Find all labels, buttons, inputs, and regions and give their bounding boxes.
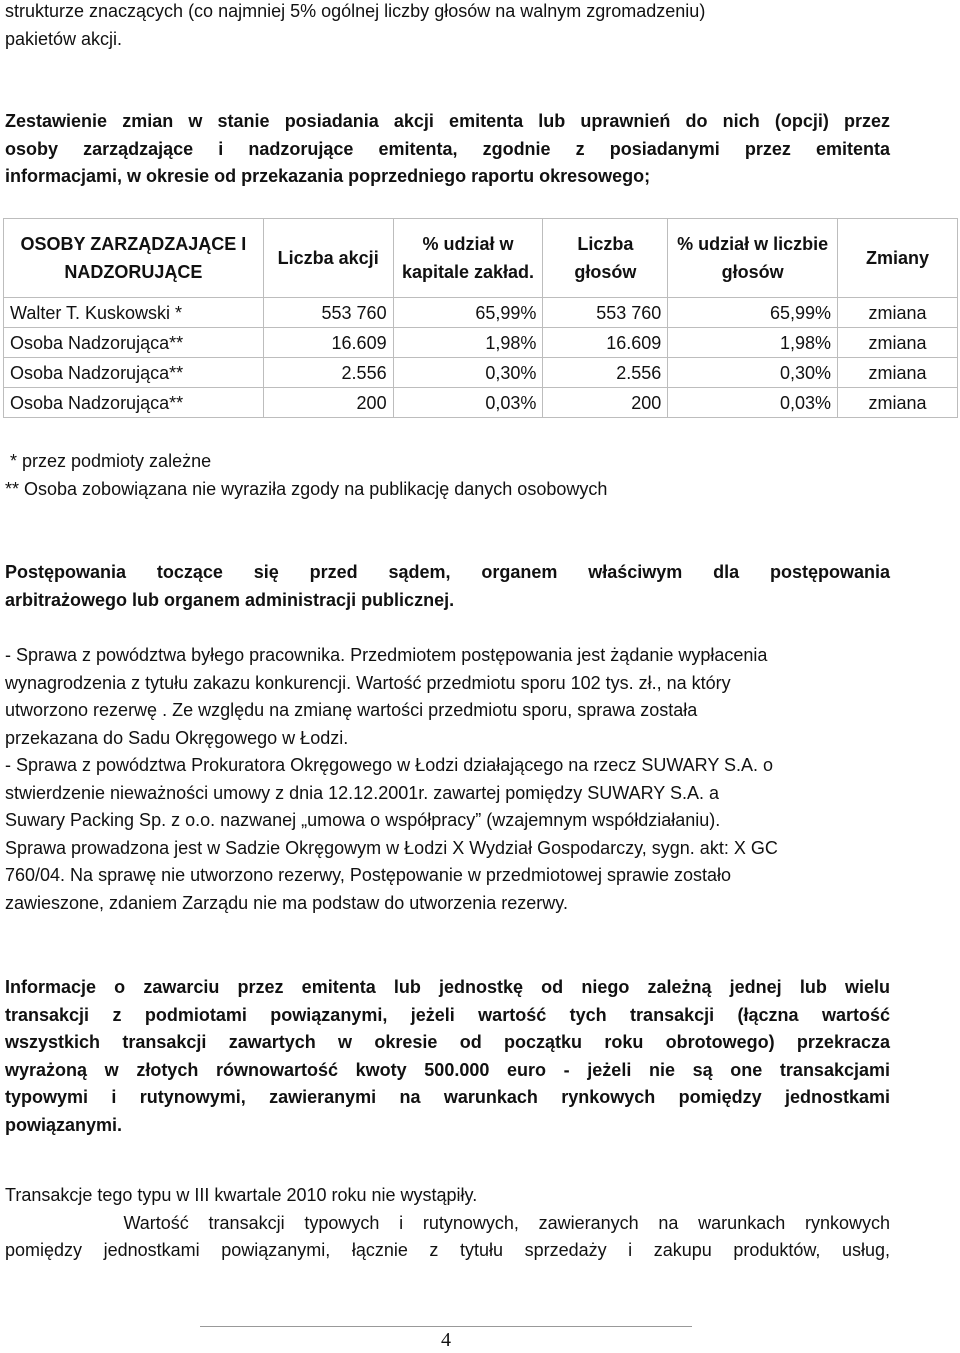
shares-count-cell: 2.556 bbox=[263, 358, 393, 388]
votes-count-cell: 200 bbox=[543, 388, 668, 418]
footnote: * przez podmioty zależne bbox=[5, 451, 212, 471]
heading-line: wyrażoną w złotych równowartość kwoty 500.000 euro - jeżeli nie są one transakcjami bbox=[5, 1059, 890, 1080]
change-cell: zmiana bbox=[838, 358, 958, 388]
body-line: wynagrodzenia z tytułu zakazu konkurencji. Wartość przedmiotu sporu 102 tys. zł., na który bbox=[5, 672, 731, 693]
votes-share-cell: 65,99% bbox=[668, 298, 838, 328]
column-header: Liczba akcji bbox=[263, 219, 393, 298]
body-line: zawieszone, zdaniem Zarządu nie ma podstaw do utworzenia rezerwy. bbox=[5, 892, 568, 913]
heading-line: wszystkich transakcji zawartych w okresie od początku roku obrotowego) przekracza bbox=[5, 1032, 890, 1052]
change-cell: zmiana bbox=[838, 388, 958, 418]
shareholding-table bbox=[3, 218, 958, 418]
votes-count-cell: 553 760 bbox=[543, 298, 668, 328]
shares-count-cell: 553 760 bbox=[263, 298, 393, 328]
section-heading-related-transactions bbox=[5, 974, 890, 1139]
heading-line: Informacje o zawarciu przez emitenta lub jednostkę od niego zależną jednej lub wielu bbox=[5, 977, 890, 997]
table-row bbox=[4, 298, 958, 328]
page-number: 4 bbox=[441, 1329, 451, 1351]
votes-count-cell: 16.609 bbox=[543, 328, 668, 358]
person-name-cell: Osoba Nadzorująca** bbox=[4, 358, 264, 388]
column-header: OSOBY ZARZĄDZAJĄCE I NADZORUJĄCE bbox=[4, 219, 264, 298]
transactions-paragraph bbox=[5, 1182, 890, 1265]
column-header: % udział w liczbie głosów bbox=[668, 219, 838, 298]
heading-line: typowymi i rutynowymi, zawieranymi na warunkach rynkowych pomiędzy jednostkami bbox=[5, 1087, 890, 1107]
footer-divider bbox=[200, 1326, 692, 1327]
capital-share-cell: 0,30% bbox=[393, 358, 543, 388]
shares-count-cell: 200 bbox=[263, 388, 393, 418]
change-cell: zmiana bbox=[838, 298, 958, 328]
votes-share-cell: 0,30% bbox=[668, 358, 838, 388]
footnote: ** Osoba zobowiązana nie wyraziła zgody na publikację danych osobowych bbox=[5, 478, 608, 499]
intro-paragraph bbox=[5, 0, 890, 53]
heading-line: powiązanymi. bbox=[5, 1114, 123, 1135]
body-line: utworzono rezerwę . Ze względu na zmianę wartości przedmiotu sporu, sprawa została bbox=[5, 700, 698, 720]
section-heading-share-changes bbox=[5, 108, 890, 191]
person-name-cell: Osoba Nadzorująca** bbox=[4, 328, 264, 358]
column-header: % udział w kapitale zakład. bbox=[393, 219, 543, 298]
body-line: Sprawa prowadzona jest w Sadzie Okręgowym w Łodzi X Wydział Gospodarczy, sygn. akt: X GC bbox=[5, 837, 778, 858]
section-heading-proceedings bbox=[5, 559, 890, 614]
table-row bbox=[4, 358, 958, 388]
body-line: przekazana do Sadu Okręgowego w Łodzi. bbox=[5, 727, 349, 748]
body-line: 760/04. Na sprawę nie utworzono rezerwy, Postępowanie w przedmiotowej sprawie zostało bbox=[5, 865, 732, 885]
person-name-cell: Walter T. Kuskowski * bbox=[4, 298, 264, 328]
body-line: Wartość transakcji typowych i rutynowych, zawieranych na warunkach rynkowych bbox=[5, 1212, 890, 1233]
column-header: Liczba głosów bbox=[543, 219, 668, 298]
body-line: Suwary Packing Sp. z o.o. nazwanej „umowa o współpracy” (wzajemnym współdziałaniu). bbox=[5, 810, 721, 830]
body-line: - Sprawa z powództwa Prokuratora Okręgowego w Łodzi działającego na rzecz SUWARY S.A. o bbox=[5, 755, 774, 775]
votes-share-cell: 0,03% bbox=[668, 388, 838, 418]
body-line: Transakcje tego typu w III kwartale 2010 roku nie wystąpiły. bbox=[5, 1185, 478, 1205]
heading-line: Postępowania toczące się przed sądem, organem właściwym dla postępowania bbox=[5, 562, 890, 582]
heading-line: informacjami, w okresie od przekazania poprzedniego raportu okresowego; bbox=[5, 166, 651, 186]
heading-line: Zestawienie zmian w stanie posiadania akcji emitenta lub uprawnień do nich (opcji) przez bbox=[5, 111, 890, 131]
body-line: - Sprawa z powództwa byłego pracownika. Przedmiotem postępowania jest żądanie wypłacenia bbox=[5, 645, 768, 665]
table-notes bbox=[5, 448, 890, 503]
capital-share-cell: 1,98% bbox=[393, 328, 543, 358]
votes-share-cell: 1,98% bbox=[668, 328, 838, 358]
heading-line: transakcji z podmiotami powiązanymi, jeżeli wartość tych transakcji (łączna wartość bbox=[5, 1004, 890, 1025]
table-row bbox=[4, 388, 958, 418]
column-header: Zmiany bbox=[838, 219, 958, 298]
shares-count-cell: 16.609 bbox=[263, 328, 393, 358]
capital-share-cell: 0,03% bbox=[393, 388, 543, 418]
body-line: pomiędzy jednostkami powiązanymi, łącznie z tytułu sprzedaży i zakupu produktów, usług, bbox=[5, 1240, 890, 1260]
body-line: stwierdzenie nieważności umowy z dnia 12.12.2001r. zawartej pomiędzy SUWARY S.A. a bbox=[5, 782, 720, 803]
table-header-row bbox=[4, 219, 958, 298]
capital-share-cell: 65,99% bbox=[393, 298, 543, 328]
table-row bbox=[4, 328, 958, 358]
heading-line: arbitrażowego lub organem administracji publicznej. bbox=[5, 589, 455, 610]
change-cell: zmiana bbox=[838, 328, 958, 358]
person-name-cell: Osoba Nadzorująca** bbox=[4, 388, 264, 418]
proceedings-paragraph bbox=[5, 642, 890, 917]
intro-line: pakietów akcji. bbox=[5, 28, 123, 49]
votes-count-cell: 2.556 bbox=[543, 358, 668, 388]
heading-line: osoby zarządzające i nadzorujące emitenta, zgodnie z posiadanymi przez emitenta bbox=[5, 138, 890, 159]
intro-line: strukturze znaczących (co najmniej 5% ogólnej liczby głosów na walnym zgromadzeniu) bbox=[5, 1, 706, 21]
